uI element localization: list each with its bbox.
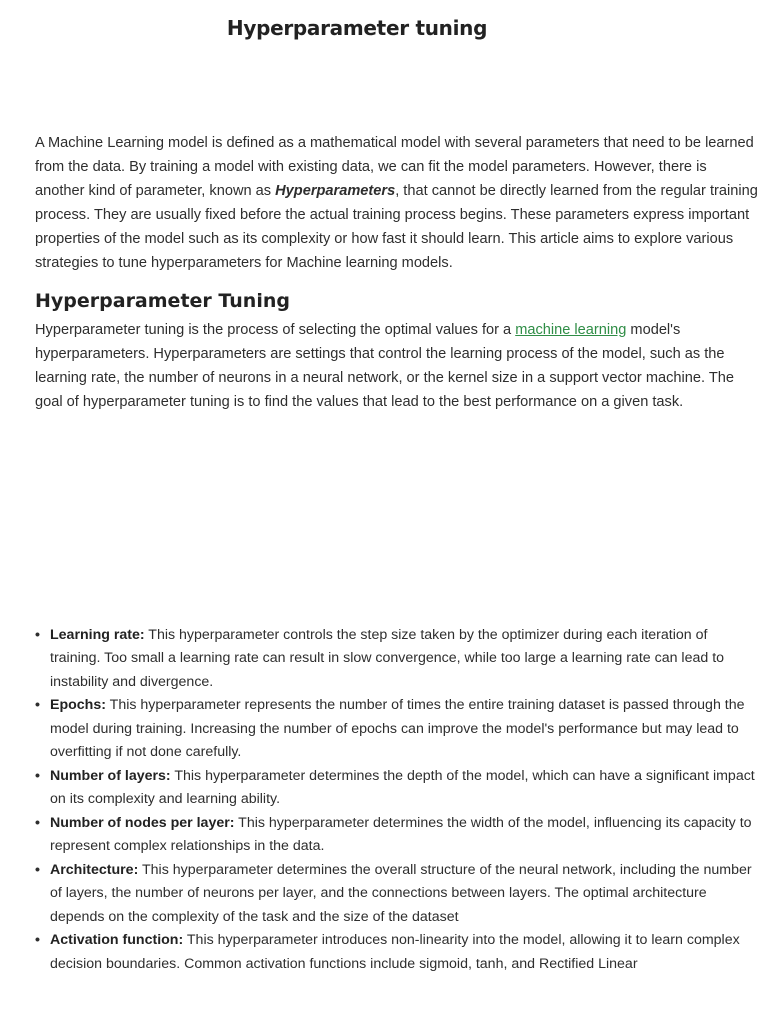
list-item-text: This hyperparameter determines the width of the model, influencing its capacity to represent complex relationships in the data. [50,814,752,855]
bullet-icon: • [35,626,40,643]
list-item-learning-rate [35,624,760,695]
section-heading: Hyperparameter Tuning [35,289,290,312]
bullet-icon: • [35,814,40,831]
list-item-term: Activation function: [50,932,184,949]
section-paragraph [35,318,760,414]
image-placeholder [35,414,760,624]
list-item-architecture [35,859,760,930]
list-item-nodes-per-layer [35,812,760,859]
intro-text-start: A Machine Learning model is defined as a mathematical model with several parameters that need to be learned from the data. By training a model with existing data, we can fit the model parameters. However, there is another kind of parameter, known as [35,135,754,200]
hyperparameters-term: Hyperparameters [275,183,396,200]
section-text-end: model's hyperparameters. Hyperparameters are settings that control the learning process of the model, such as the learning rate, the number of neurons in a neural network, or the kernel size in a support vector machine. The goal of hyperparameter tuning is to find the values that lead to the best performance on a given task. [35,321,734,410]
list-item-text: This hyperparameter controls the step size taken by the optimizer during each iteration of training. Too small a learning rate can result in slow convergence, while too large a learning rate can lead to instability and divergence. [50,626,725,690]
hyperparameter-list [35,624,760,977]
list-item-epochs [35,694,760,765]
bullet-icon: • [35,697,40,714]
article-body [35,131,760,976]
list-item-term: Epochs: [50,697,106,714]
list-item-text: This hyperparameter determines the depth of the model, which can have a significant impact on its complexity and learning ability. [50,767,755,808]
intro-text-end: , that cannot be directly learned from the regular training process. They are usually fixed before the actual training process begins. These parameters express important properties of the model such as its complexity or how fast it should learn. This article aims to explore various strategies to tune hyperparameters for Machine learning models. [35,183,758,272]
page-title: Hyperparameter tuning [226,16,488,40]
list-item-number-of-layers [35,765,760,812]
list-item-text: This hyperparameter introduces non-linearity into the model, allowing it to learn complex decision boundaries. Common activation functions include sigmoid, tanh, and Rectified Linear [50,932,740,972]
list-item-activation-function [35,929,760,976]
list-item-term: Architecture: [50,861,139,878]
intro-paragraph [35,131,760,276]
bullet-icon: • [35,767,40,784]
list-item-term: Number of nodes per layer: [50,814,235,831]
machine-learning-link[interactable]: machine learning [515,321,627,338]
list-item-term: Learning rate: [50,626,145,643]
list-item-text: This hyperparameter determines the overall structure of the neural network, including the number of layers, the number of neurons per layer, and the connections between layers. The optimal architecture depends on the complexity of the task and the size of the dataset [50,861,752,925]
bullet-icon: • [35,861,40,878]
bullet-icon: • [35,932,40,949]
section-text-start: Hyperparameter tuning is the process of selecting the optimal values for a [35,321,516,338]
list-item-term: Number of layers: [50,767,171,784]
list-item-text: This hyperparameter represents the number of times the entire training dataset is passed through the model during training. Increasing the number of epochs can improve the model's performance but may lead to overfitting if not done carefully. [50,697,745,761]
